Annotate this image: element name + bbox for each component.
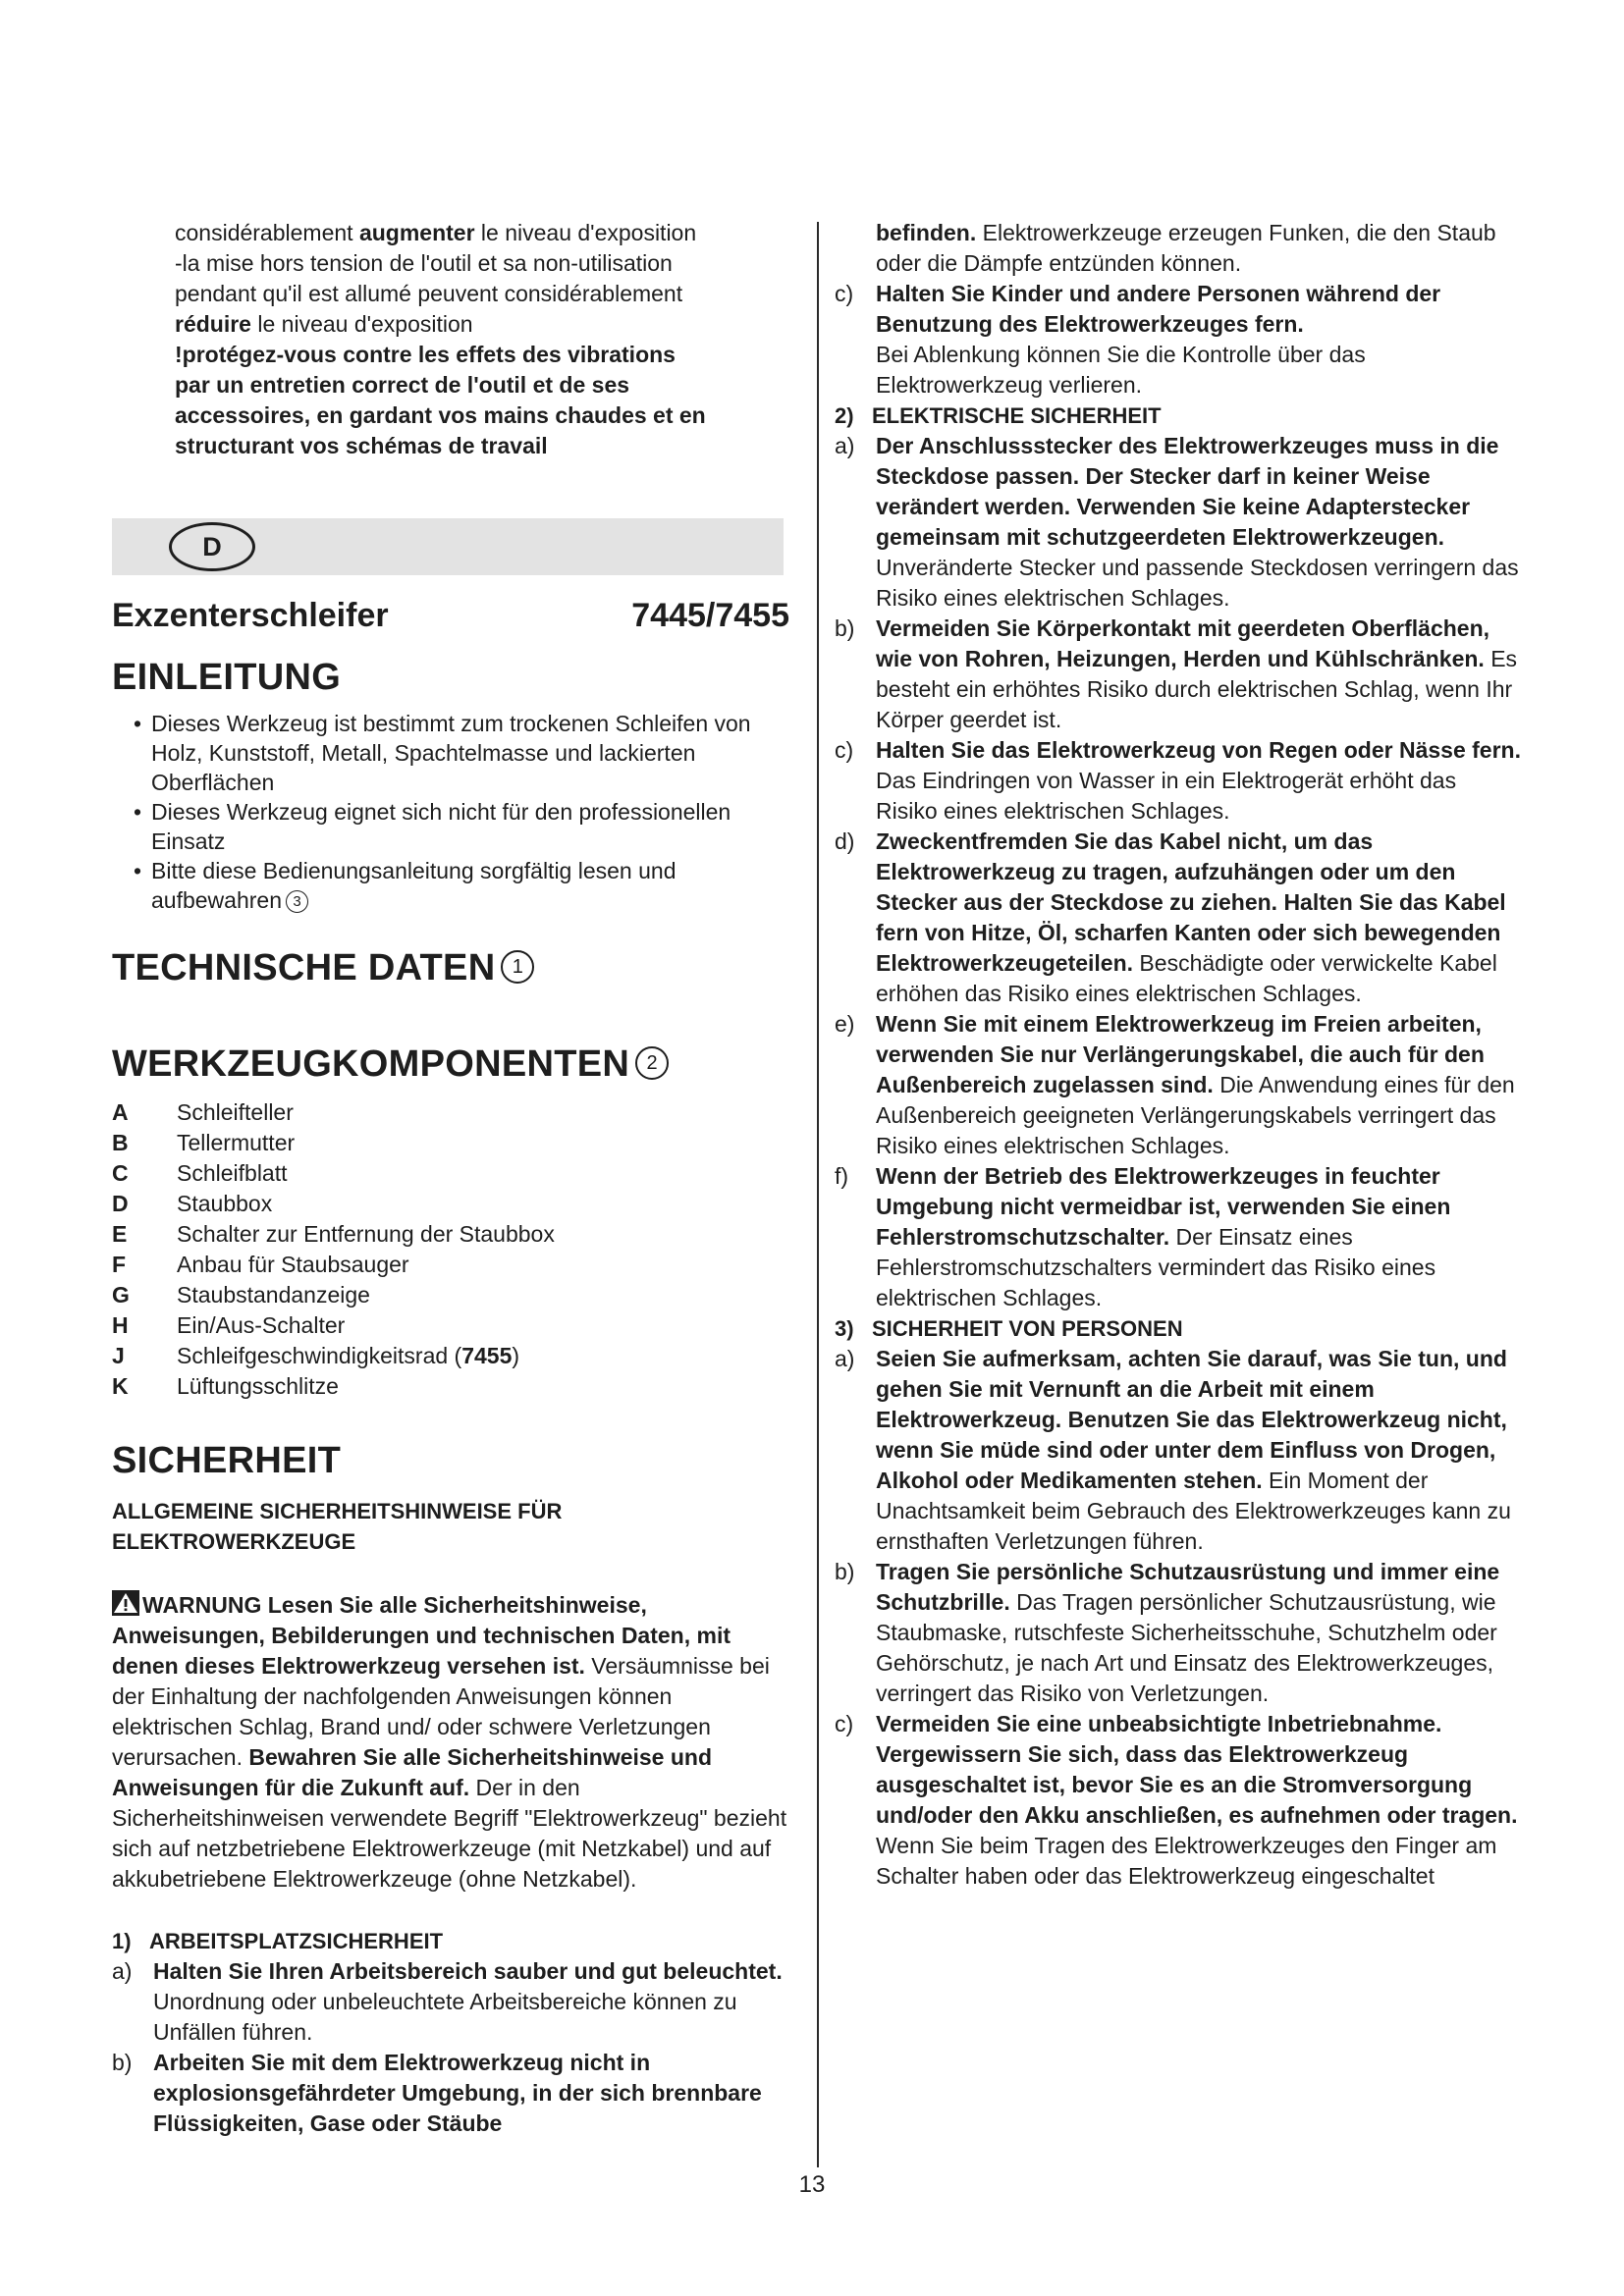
product-title-row (112, 595, 789, 636)
section-3-heading: 3) SICHERHEIT VON PERSONEN (835, 1316, 1183, 1341)
list-item: • Dieses Werkzeug ist bestimmt zum trockenen Schleifen von Holz, Kunststoff, Metall, Spachtelmasse und lackierten Oberflächen (112, 709, 789, 797)
section-2-item-c: c) Halten Sie das Elektrowerkzeug von Regen oder Nässe fern. Das Eindringen von Wasser in ein Elektrogerät erhöht das Risiko eines elektrischen Schlages. (835, 737, 1521, 824)
figure-ref-2: 2 (635, 1046, 669, 1080)
component-item: C Schleifblatt (112, 1160, 288, 1186)
technische-daten-heading: TECHNISCHE DATEN 1 (112, 944, 789, 991)
fr-bold-line-2: par un entretien correct de l'outil et de ses (175, 372, 630, 398)
fr-line-2: -la mise hors tension de l'outil et sa non-utilisation (175, 250, 673, 276)
column-divider (817, 222, 819, 2167)
fr-bold-line-4: structurant vos schémas de travail (175, 433, 548, 458)
section-3-item-a: a) Seien Sie aufmerksam, achten Sie darauf, was Sie tun, und gehen Sie mit Vernunft an die Arbeit mit einem Elektrowerkzeug. Benutzen Sie das Elektrowerkzeug nicht, wenn Sie müde sind oder unter dem Einfluss von Drogen, Alkohol oder Medikamenten stehen. Ein Moment der Unachtsamkeit beim Gebrauch des Elektrowerkzeuges kann zu ernsthaften Verletzungen führen. (835, 1346, 1511, 1554)
einleitung-heading: EINLEITUNG (112, 657, 342, 698)
component-item: G Staubstandanzeige (112, 1282, 370, 1308)
list-item: • Dieses Werkzeug eignet sich nicht für den professionellen Einsatz (112, 797, 789, 856)
component-item: J Schleifgeschwindigkeitsrad (7455) (112, 1343, 520, 1368)
fr-line-4: réduire le niveau d'exposition (175, 311, 473, 337)
section-3-item-c: c) Vermeiden Sie eine unbeabsichtigte Inbetriebnahme. Vergewissern Sie sich, dass das Elektrowerkzeug ausgeschaltet ist, bevor Sie es an die Stromversorgung und/oder den Akku anschließen, es aufnehmen oder tragen. Wenn Sie beim Tragen des Elektrowerkzeuges den Finger am Schalter haben oder das Elektrowerkzeug eingeschaltet (835, 1711, 1518, 1889)
page-number: 13 (798, 2171, 826, 2198)
section-2-item-a: a) Der Anschlussstecker des Elektrowerkzeuges muss in die Steckdose passen. Der Stecker darf in keiner Weise verändert werden. Verwenden Sie keine Adapterstecker gemeinsam mit schutzgeerdeten Elektrowerkzeugen. Unveränderte Stecker und passende Steckdosen verringern das Risiko eines elektrischen Schlages. (835, 433, 1519, 611)
fr-bold-line-3: accessoires, en gardant vos mains chaudes et en (175, 402, 706, 428)
component-item: D Staubbox (112, 1191, 273, 1216)
section-1-heading: 1) ARBEITSPLATZSICHERHEIT (112, 1929, 444, 1953)
figure-ref-1: 1 (501, 950, 534, 984)
warning-paragraph: WARNUNG Lesen Sie alle Sicherheitshinweise, Anweisungen, Bebilderungen und technischen Daten, mit denen dieses Elektrowerkzeug versehen ist. Versäumnisse bei der Einhaltung der nachfolgenden Anweisungen können elektrischen Schlag, Brand und/ oder schwere Verletzungen verursachen. Bewahren Sie alle Sicherheitshinweise und Anweisungen für die Zukunft auf. Der in den Sicherheitshinweisen verwendete Begriff "Elektrowerkzeug" bezieht sich auf netzbetriebene Elektrowerkzeuge (mit Netzkabel) und auf akkubetriebene Elektrowerkzeuge (ohne Netzkabel). (112, 1592, 787, 1892)
left-column (112, 218, 789, 2139)
figure-ref-3: 3 (286, 890, 308, 913)
component-item: A Schleifteller (112, 1099, 294, 1125)
fr-line-1: considérablement augmenter le niveau d'exposition (175, 220, 697, 245)
einleitung-list (112, 709, 789, 915)
component-item: B Tellermutter (112, 1130, 296, 1155)
warning-triangle-icon (112, 1590, 139, 1616)
werkzeugkomponenten-heading: WERKZEUGKOMPONENTEN 2 (112, 1041, 789, 1088)
section-2-item-e: e) Wenn Sie mit einem Elektrowerkzeug im Freien arbeiten, verwenden Sie nur Verlängerungskabel, die auch für den Außenbereich zugelassen sind. Die Anwendung eines für den Außenbereich geeigneten Verlängerungskabels verringert das Risiko eines elektrischen Schlages. (835, 1011, 1515, 1158)
component-list (112, 1097, 789, 1402)
french-continuation (112, 218, 789, 461)
safety-subheading: ALLGEMEINE SICHERHEITSHINWEISE FÜR ELEKTROWERKZEUGE (112, 1499, 563, 1554)
section-3-item-b: b) Tragen Sie persönliche Schutzausrüstung und immer eine Schutzbrille. Das Tragen persönlicher Schutzausrüstung, wie Staubmaske, rutschfeste Sicherheitsschuhe, Schutzhelm oder Gehörschutz, je nach Art und Einsatz des Elektrowerkzeuges, verringert das Risiko von Verletzungen. (835, 1559, 1500, 1706)
component-item: E Schalter zur Entfernung der Staubbox (112, 1221, 555, 1247)
section-1-item-b-continued: befinden. Elektrowerkzeuge erzeugen Funken, die den Staub oder die Dämpfe entzünden können. (876, 220, 1496, 276)
section-1-item-c-text: Bei Ablenkung können Sie die Kontrolle über das Elektrowerkzeug verlieren. (876, 342, 1366, 398)
section-2-heading: 2) ELEKTRISCHE SICHERHEIT (835, 403, 1162, 428)
section-2-item-f: f) Wenn der Betrieb des Elektrowerkzeuges in feuchter Umgebung nicht vermeidbar ist, verwenden Sie einen Fehlerstromschutzschalter. Der Einsatz eines Fehlerstromschutzschalters vermindert das Risiko eines elektrischen Schlages. (835, 1163, 1451, 1310)
product-name: Exzenterschleifer (112, 597, 389, 634)
language-band (112, 518, 784, 575)
section-2-item-b: b) Vermeiden Sie Körperkontakt mit geerdeten Oberflächen, wie von Rohren, Heizungen, Herden und Kühlschränken. Es besteht ein erhöhtes Risiko durch elektrischen Schlag, wenn Ihr Körper geerdet ist. (835, 615, 1518, 732)
section-1-item-c: c) Halten Sie Kinder und andere Personen während der Benutzung des Elektrowerkzeuges fern. (835, 281, 1441, 337)
fr-bold-line-1: !protégez-vous contre les effets des vibrations (175, 342, 676, 367)
section-1-item-b: b) Arbeiten Sie mit dem Elektrowerkzeug nicht in explosionsgefährdeter Umgebung, in der sich brennbare Flüssigkeiten, Gase oder Stäube (112, 2050, 762, 2136)
section-2-item-d: d) Zweckentfremden Sie das Kabel nicht, um das Elektrowerkzeug zu tragen, aufzuhängen oder um den Stecker aus der Steckdose zu ziehen. Halten Sie das Kabel fern von Hitze, Öl, scharfen Kanten oder sich bewegenden Elektrowerkzeugeteilen. Beschädigte oder verwickelte Kabel erhöhen das Risiko eines elektrischen Schlages. (835, 828, 1506, 1006)
product-model: 7445/7455 (631, 597, 789, 634)
component-item: K Lüftungsschlitze (112, 1373, 339, 1399)
language-badge: D (169, 522, 255, 571)
component-item: H Ein/Aus-Schalter (112, 1312, 346, 1338)
component-item: F Anbau für Staubsauger (112, 1252, 409, 1277)
section-1-item-a: a) Halten Sie Ihren Arbeitsbereich sauber und gut beleuchtet. Unordnung oder unbeleuchtete Arbeitsbereiche können zu Unfällen führen. (112, 1958, 783, 2045)
right-column (835, 218, 1522, 1892)
sicherheit-heading: SICHERHEIT (112, 1440, 342, 1481)
fr-line-3: pendant qu'il est allumé peuvent considérablement (175, 281, 683, 306)
list-item: • Bitte diese Bedienungsanleitung sorgfältig lesen und aufbewahren 3 (112, 856, 789, 915)
